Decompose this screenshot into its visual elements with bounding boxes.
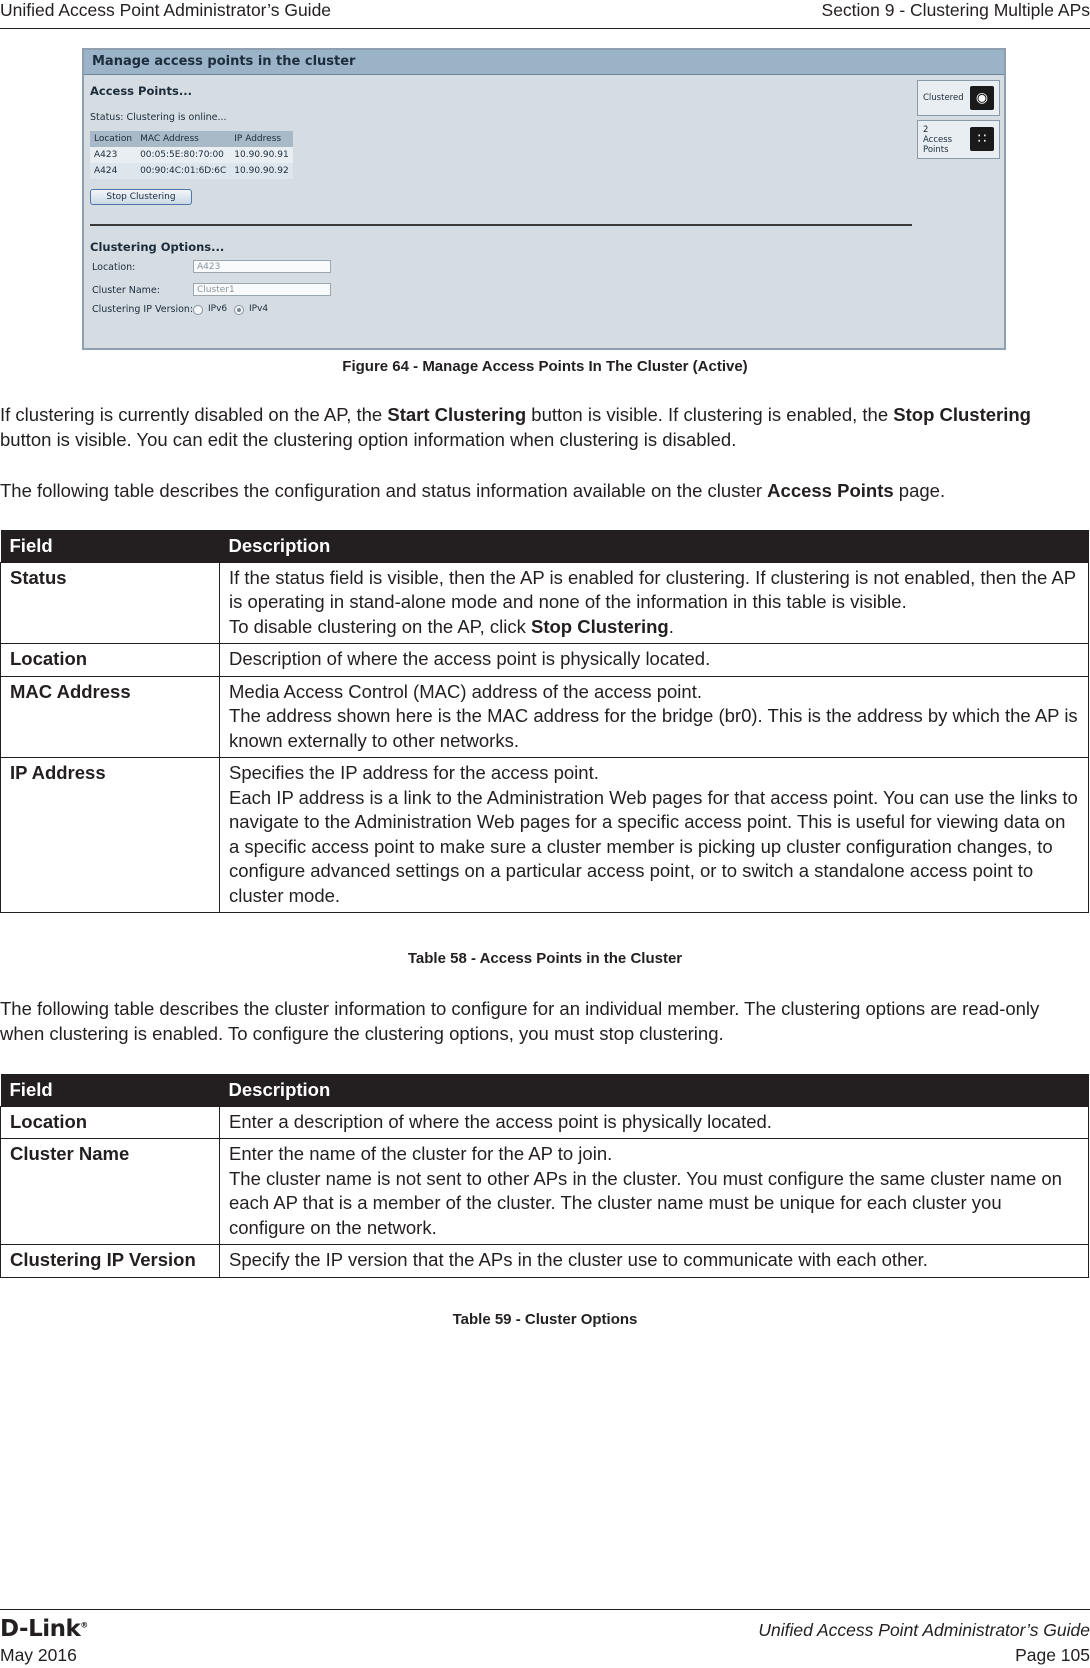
ipv4-radio[interactable] bbox=[234, 305, 244, 315]
field-cell: Status bbox=[1, 562, 220, 644]
table59-intro: The following table describes the cluster information to configure for an individual member. The clustering options are read-only when clustering is enabled. To configure the clustering options, you must stop clustering. bbox=[0, 998, 1040, 1044]
screenshot-title: Manage access points in the cluster bbox=[92, 54, 356, 69]
table-cell: 00:05:5E:80:70:00 bbox=[136, 147, 230, 163]
clustered-label: Clustered bbox=[923, 93, 964, 103]
description-cell: Specify the IP version that the APs in the cluster use to communicate with each other. bbox=[220, 1245, 1089, 1278]
table-row bbox=[1, 1245, 1089, 1278]
table-cell: A423 bbox=[90, 147, 136, 163]
dlink-logo: D-Link® bbox=[0, 1616, 88, 1642]
description-cell: Specifies the IP address for the access point. Each IP address is a link to the Administration Web pages for that access point. You can use the links to navigate to the Administration Web pages for a specific access point. This is useful for viewing data on a specific access point to make sure a cluster member is picking up cluster configuration changes, to configure advanced settings on a particular access point, or to switch a standalone access point to cluster mode. bbox=[220, 758, 1089, 913]
description-cell: Description of where the access point is physically located. bbox=[220, 644, 1089, 677]
table-row bbox=[1, 1106, 1089, 1139]
ip-address-link[interactable]: 10.90.90.91 bbox=[230, 147, 292, 163]
ipv6-label: IPv6 bbox=[208, 304, 228, 314]
clustering-options-heading: Clustering Options... bbox=[90, 240, 225, 254]
field-cell: IP Address bbox=[1, 758, 220, 913]
table-row bbox=[1, 644, 1089, 677]
location-input[interactable]: A423 bbox=[193, 260, 331, 273]
field-header: Field bbox=[1, 530, 220, 562]
field-header: Field bbox=[1, 1074, 220, 1106]
description-cell: Media Access Control (MAC) address of the access point. The address shown here is the MAC address for the bridge (br0). This is the address by which the AP is known externally to other networks. bbox=[220, 676, 1089, 758]
ip-address-link[interactable]: 10.90.90.92 bbox=[230, 163, 292, 179]
access-points-heading: Access Points... bbox=[90, 84, 192, 98]
wireless-tower-icon: ◉ bbox=[970, 86, 994, 110]
field-cell: Location bbox=[1, 1106, 220, 1139]
table-cell: 00:90:4C:01:6D:6C bbox=[136, 163, 230, 179]
figure-caption: Figure 64 - Manage Access Points In The Cluster (Active) bbox=[342, 358, 748, 375]
field-cell: MAC Address bbox=[1, 676, 220, 758]
column-header: Location bbox=[90, 131, 136, 147]
column-header: IP Address bbox=[230, 131, 292, 147]
access-points-term: Access Points bbox=[767, 480, 894, 501]
table-row bbox=[1, 1139, 1089, 1245]
column-header: MAC Address bbox=[136, 131, 230, 147]
header-section-title: Section 9 - Clustering Multiple APs bbox=[821, 0, 1090, 20]
access-points-count-card bbox=[917, 120, 1000, 159]
cluster-options-table-59 bbox=[0, 1074, 1089, 1278]
table59-caption: Table 59 - Cluster Options bbox=[452, 1311, 638, 1328]
description-cell: If the status field is visible, then the AP is enabled for clustering. If clustering is not enabled, then the AP is operating in stand-alone mode and none of the information in this table is visible. To disable clustering on the AP, click Stop Clustering. bbox=[220, 562, 1089, 644]
field-cell: Clustering IP Version bbox=[1, 1245, 220, 1278]
field-cell: Location bbox=[1, 644, 220, 677]
table-header-row bbox=[1, 530, 1089, 562]
table-row bbox=[90, 163, 293, 179]
page-header bbox=[0, 0, 1090, 29]
table-row bbox=[1, 758, 1089, 913]
stop-clustering-button[interactable]: Stop Clustering bbox=[90, 189, 192, 205]
access-points-table bbox=[90, 131, 293, 179]
access-points-table-58 bbox=[0, 530, 1089, 913]
clustered-status-card bbox=[917, 80, 1000, 116]
description-header: Description bbox=[220, 530, 1089, 562]
section-divider bbox=[90, 224, 912, 226]
table-row bbox=[1, 562, 1089, 644]
table58-caption: Table 58 - Access Points in the Cluster bbox=[407, 950, 683, 967]
description-header: Description bbox=[220, 1074, 1089, 1106]
field-cell: Cluster Name bbox=[1, 1139, 220, 1245]
table-header-row bbox=[1, 1074, 1089, 1106]
page-footer-rule bbox=[0, 1609, 1090, 1610]
figure-screenshot bbox=[82, 48, 1006, 350]
table-row bbox=[1, 676, 1089, 758]
ip-version-label: Clustering IP Version: bbox=[92, 304, 194, 315]
table-row bbox=[90, 147, 293, 163]
ipv6-radio[interactable] bbox=[193, 305, 203, 315]
start-clustering-term: Start Clustering bbox=[387, 404, 527, 425]
access-points-count: 2 Access Points bbox=[923, 125, 953, 155]
intro-paragraph: If clustering is currently disabled on the AP, the Start Clustering button is visible. If clustering is enabled, the Stop Clustering button is visible. You can edit the clustering option information when clustering is disabled. bbox=[0, 404, 1031, 450]
ipv4-label: IPv4 bbox=[249, 304, 269, 314]
description-cell: Enter a description of where the access point is physically located. bbox=[220, 1106, 1089, 1139]
cluster-name-label: Cluster Name: bbox=[92, 285, 160, 296]
footer-guide-title: Unified Access Point Administrator’s Guide bbox=[758, 1620, 1090, 1640]
screenshot-titlebar bbox=[84, 50, 1004, 75]
table-cell: A424 bbox=[90, 163, 136, 179]
page-number: Page 105 bbox=[1015, 1645, 1090, 1665]
description-cell: Enter the name of the cluster for the AP to join. The cluster name is not sent to other APs in the cluster. You must configure the same cluster name on each AP that is a member of the cluster. The cluster name must be unique for each cluster you configure on the network. bbox=[220, 1139, 1089, 1245]
access-points-group-icon: ∷ bbox=[970, 127, 994, 151]
table-header-row bbox=[90, 131, 293, 147]
cluster-name-input[interactable]: Cluster1 bbox=[193, 283, 331, 296]
stop-clustering-term: Stop Clustering bbox=[893, 404, 1031, 425]
footer-date: May 2016 bbox=[0, 1645, 77, 1665]
cluster-status-text: Status: Clustering is online... bbox=[90, 112, 227, 123]
header-guide-title: Unified Access Point Administrator’s Guide bbox=[0, 0, 332, 20]
location-label: Location: bbox=[92, 262, 136, 273]
table58-intro: The following table describes the configuration and status information available on the cluster Access Points page. bbox=[0, 480, 946, 501]
